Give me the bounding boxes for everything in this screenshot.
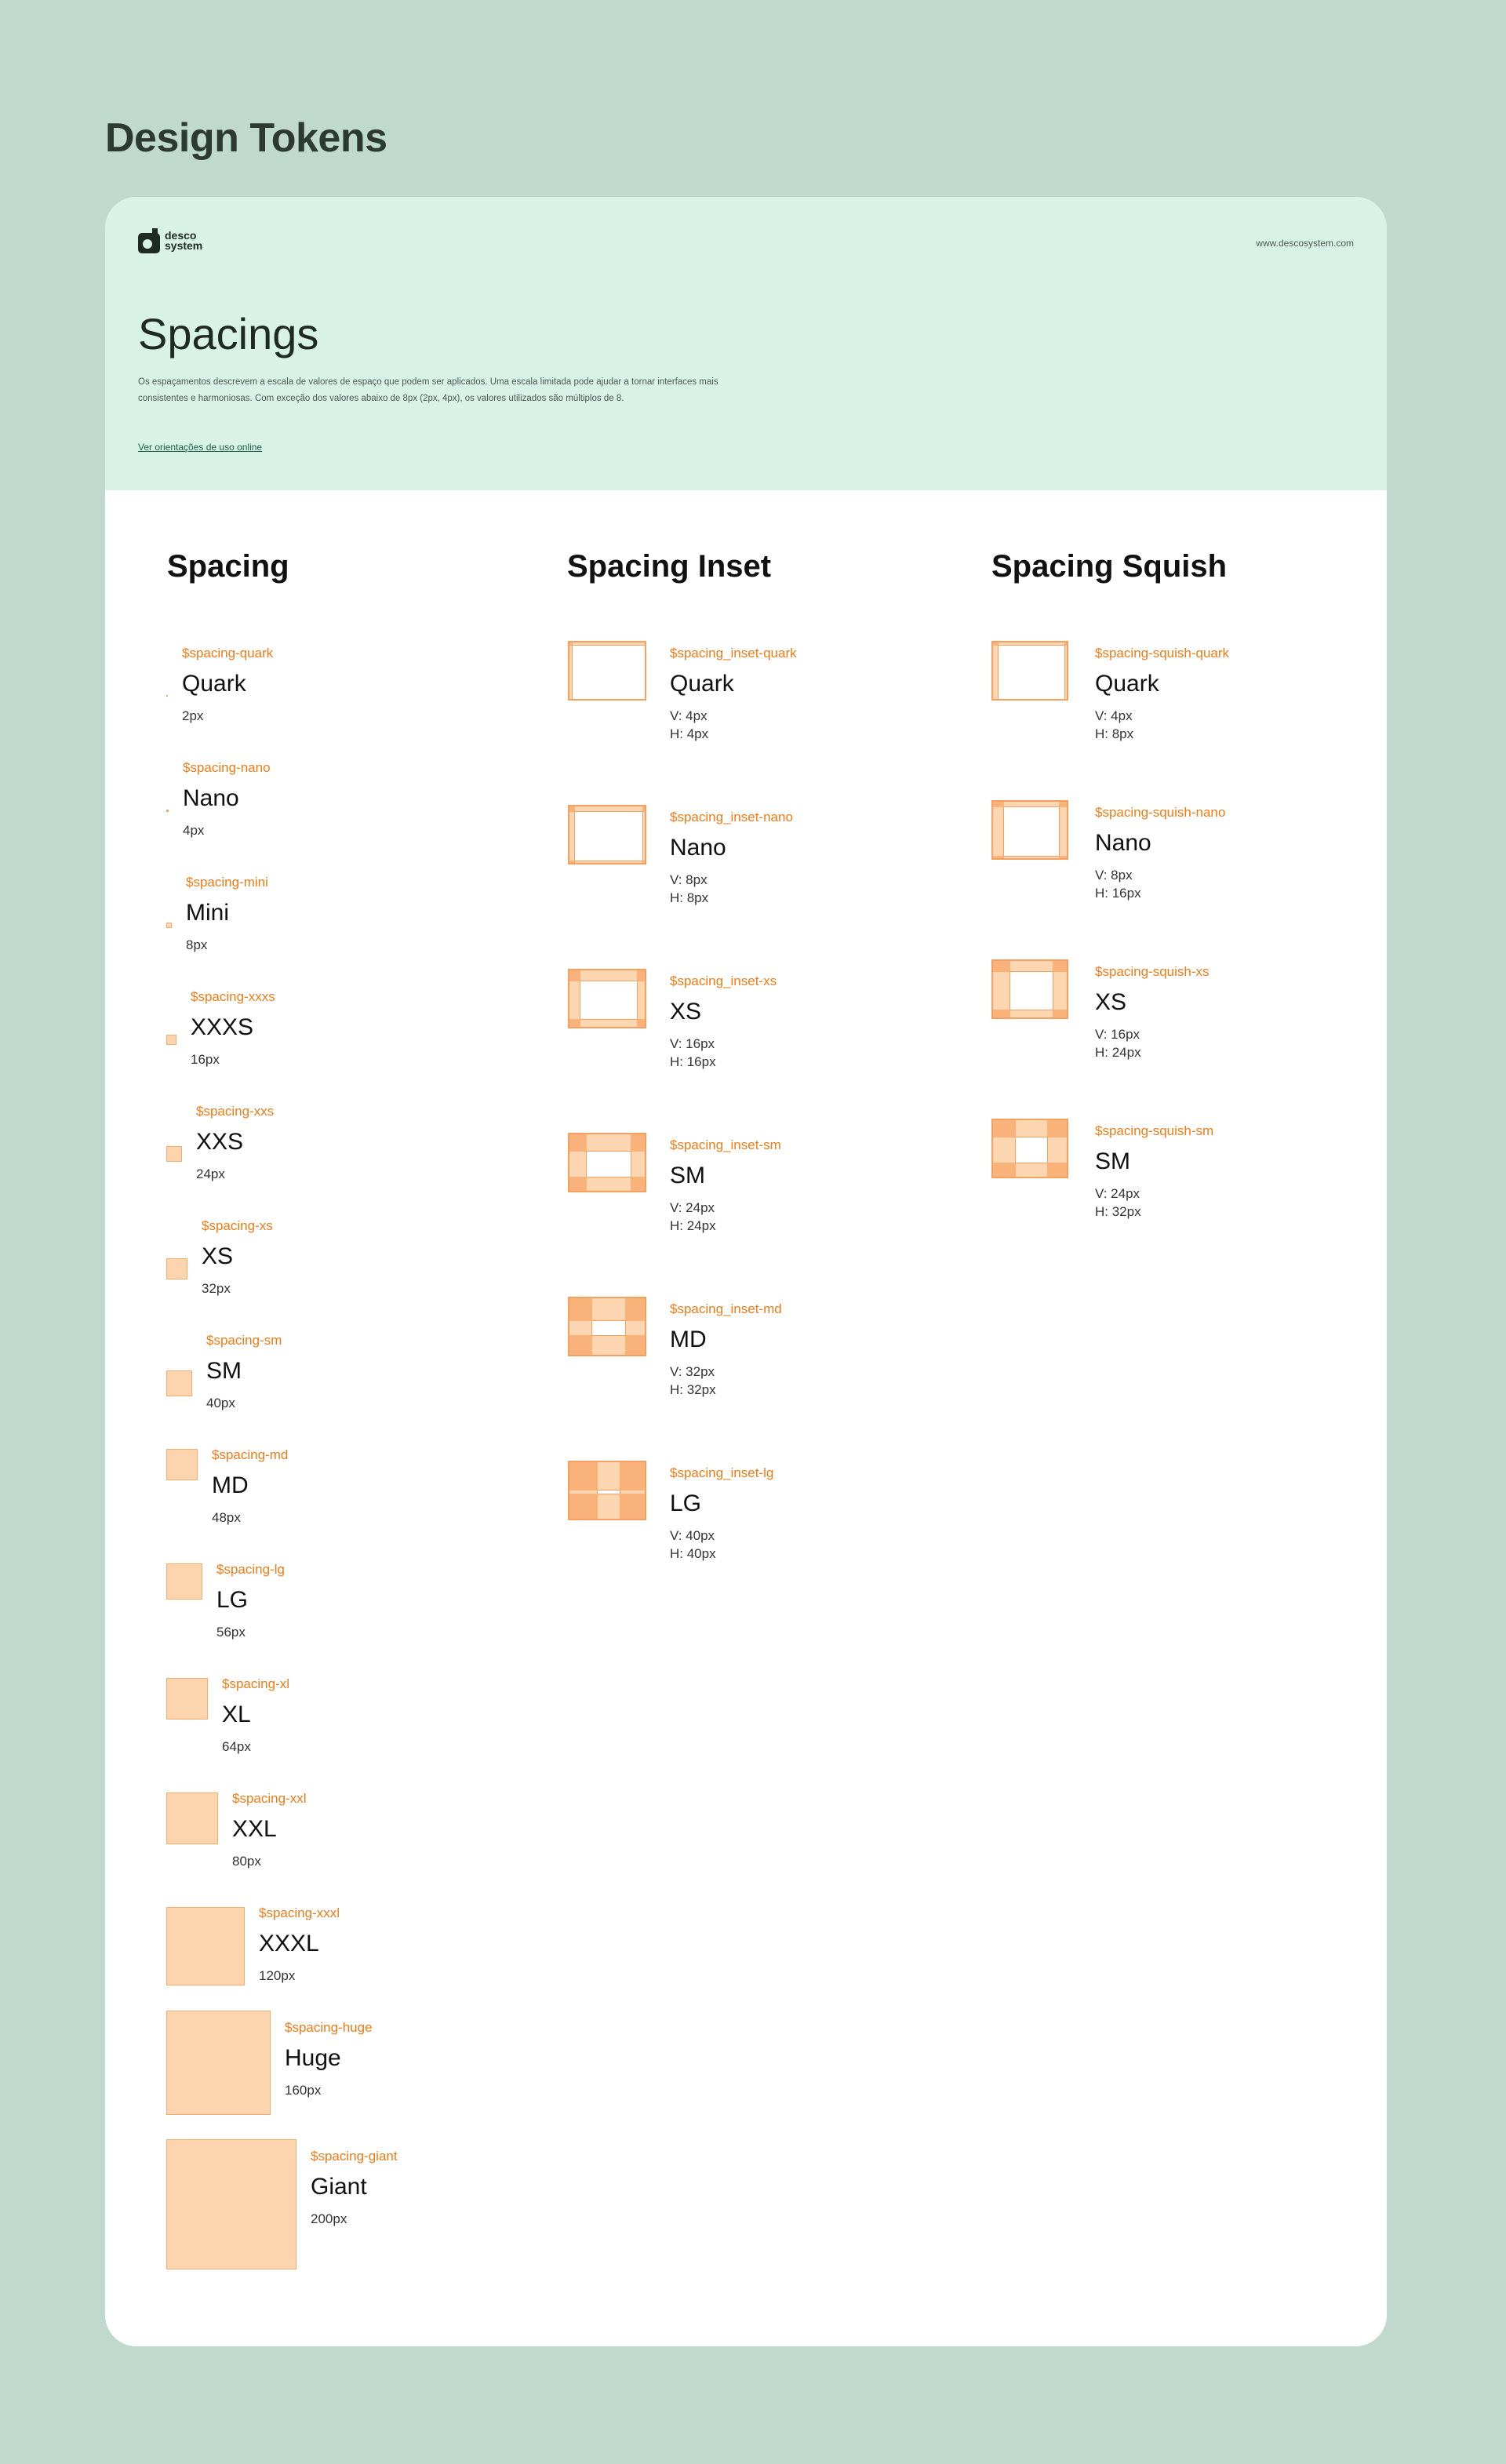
token-horizontal: H: 32px [670, 1382, 716, 1397]
right-band [1059, 802, 1068, 860]
token-value: 40px [206, 1396, 235, 1410]
corner-cell [569, 699, 573, 701]
spacing-swatch [166, 2139, 296, 2269]
spacing-token [186, 872, 268, 955]
logo-d-icon [138, 228, 160, 253]
corner-cell [637, 1019, 646, 1028]
token-vertical: V: 16px [1095, 1027, 1140, 1042]
inset-column-title: Spacing Inset [567, 549, 772, 584]
token-label: XL [222, 1702, 251, 1727]
token-value: 4px [183, 823, 205, 838]
token-horizontal: H: 4px [670, 726, 709, 741]
token-label: LG [216, 1587, 249, 1613]
corner-cell [625, 1298, 646, 1321]
logo-word-2: system [165, 239, 203, 252]
corner-cell [569, 1335, 592, 1356]
corner-cell [1047, 1120, 1068, 1137]
inset-frame [568, 805, 646, 864]
token-label: Mini [186, 900, 230, 926]
spacing-swatch [166, 695, 168, 697]
token-label: Quark [1095, 671, 1159, 697]
token-label: Huge [285, 2045, 341, 2071]
squish-frame [991, 959, 1068, 1019]
bottom-band [569, 699, 646, 701]
squish-token [1095, 802, 1225, 902]
token-vertical: V: 8px [1095, 868, 1133, 883]
token-horizontal: H: 16px [670, 1054, 716, 1069]
token-label: MD [670, 1327, 707, 1352]
token-label: Nano [670, 835, 726, 861]
corner-cell [1053, 961, 1068, 972]
section-title: Spacings [138, 309, 319, 358]
spacing-swatch [166, 1449, 198, 1480]
inset-frame [568, 1297, 646, 1356]
token-vertical: V: 16px [670, 1036, 715, 1051]
token-label: Quark [182, 671, 246, 697]
content-area [591, 1320, 626, 1336]
token-value: 200px [311, 2211, 347, 2226]
token-value: 32px [202, 1281, 231, 1296]
content-area [998, 645, 1065, 700]
spacing-token [311, 2146, 398, 2229]
token-horizontal: H: 40px [670, 1546, 716, 1561]
inset-frame [568, 1461, 646, 1520]
spacing-swatch [166, 1035, 176, 1045]
token-label: Nano [1095, 830, 1151, 856]
content-area [572, 645, 646, 700]
top-band [569, 970, 646, 981]
token-vertical: V: 4px [1095, 708, 1133, 723]
squish-token [1095, 1120, 1213, 1221]
spacing-swatch [166, 1370, 192, 1396]
content-area [574, 811, 643, 861]
inset-frame [568, 641, 646, 701]
token-value: 8px [186, 937, 208, 952]
corner-cell [637, 970, 646, 981]
corner-cell [1047, 1163, 1068, 1178]
token-value: 16px [191, 1052, 220, 1067]
spacing-token [206, 1330, 282, 1413]
token-vertical: V: 32px [670, 1364, 715, 1379]
token-horizontal: H: 8px [670, 890, 709, 905]
token-label: Giant [311, 2174, 367, 2200]
bottom-band [993, 699, 1068, 701]
token-name: $spacing-giant [311, 2149, 398, 2164]
token-vertical: V: 40px [670, 1528, 715, 1543]
inset-frame [568, 1133, 646, 1192]
token-label: XXS [196, 1129, 244, 1155]
token-label: SM [670, 1163, 705, 1188]
token-label: SM [1095, 1148, 1130, 1174]
squish-frame [991, 1119, 1068, 1178]
bottom-band [569, 1019, 646, 1028]
squish-frame [991, 800, 1068, 860]
corner-cell [625, 1335, 646, 1356]
right-band [645, 642, 646, 701]
token-vertical: V: 24px [1095, 1186, 1140, 1201]
token-label: XS [202, 1243, 234, 1269]
corner-cell [620, 1494, 646, 1520]
spacing-swatch [166, 923, 172, 928]
token-value: 2px [182, 708, 204, 723]
token-label: SM [206, 1358, 242, 1384]
spacing-swatch [166, 1792, 218, 1844]
token-name: $spacing_inset-nano [670, 810, 793, 824]
token-name: $spacing_inset-xs [670, 974, 777, 988]
corner-cell [569, 1462, 598, 1490]
token-name: $spacing-xxl [232, 1791, 307, 1806]
token-name: $spacing-quark [182, 646, 274, 661]
token-horizontal: H: 8px [1095, 726, 1134, 741]
spacing-swatch [166, 810, 169, 812]
spacing-swatch [166, 2011, 271, 2115]
corner-cell [569, 1298, 592, 1321]
token-label: XS [670, 999, 702, 1025]
corner-cell [993, 699, 999, 701]
spacing-token [183, 757, 271, 840]
inset-token [670, 970, 777, 1071]
site-url: www.descosystem.com [1256, 238, 1354, 249]
token-label: XXL [232, 1816, 277, 1842]
section-description: Os espaçamentos descrevem a escala de valores de espaço que podem ser aplicados. Uma escala limitada pode ajudar a tornar interfaces mais consistentes e harmoniosas. Com exceção dos valores abaixo de 8px (2px, 4px), os valores utilizados são múltiplos de 8. [138, 377, 718, 403]
token-value: 120px [259, 1968, 296, 1983]
spacing-swatch [166, 1563, 202, 1600]
token-name: $spacing_inset-lg [670, 1465, 774, 1480]
inset-token [670, 1298, 782, 1399]
spacing-token [196, 1101, 274, 1184]
usage-guidelines-link[interactable]: Ver orientações de uso online [138, 442, 263, 453]
token-label: Quark [670, 671, 734, 697]
spacing-token [216, 1559, 285, 1642]
corner-cell [569, 1019, 580, 1028]
token-label: XXXL [259, 1931, 319, 1956]
token-name: $spacing-squish-quark [1095, 646, 1230, 661]
corner-cell [569, 1134, 587, 1152]
token-name: $spacing_inset-md [670, 1301, 782, 1316]
token-horizontal: H: 24px [670, 1218, 716, 1233]
spacing-swatch [166, 1678, 208, 1720]
corner-cell [631, 1177, 646, 1192]
corner-cell [993, 1163, 1016, 1178]
inset-token [670, 806, 793, 907]
token-name: $spacing-lg [216, 1562, 285, 1577]
token-vertical: V: 4px [670, 708, 708, 723]
inset-token [670, 1134, 781, 1235]
content-area [1003, 806, 1060, 857]
spacing-column-title: Spacing [167, 549, 289, 584]
content-area [1009, 971, 1053, 1010]
corner-cell [993, 856, 1004, 860]
token-value: 24px [196, 1166, 225, 1181]
spacing-swatch [166, 1907, 245, 1985]
squish-token [1095, 961, 1210, 1061]
spacing-token [285, 2017, 373, 2100]
token-name: $spacing-squish-sm [1095, 1123, 1214, 1138]
token-name: $spacing_inset-quark [670, 646, 797, 661]
corner-cell [1053, 1010, 1068, 1019]
token-value: 160px [285, 2083, 322, 2098]
token-horizontal: H: 32px [1095, 1204, 1141, 1219]
token-name: $spacing-xxxs [191, 989, 275, 1004]
token-name: $spacing-nano [183, 760, 271, 775]
spacing-token [222, 1673, 289, 1756]
token-name: $spacing-mini [186, 875, 268, 890]
corner-cell [631, 1134, 646, 1152]
token-name: $spacing-xxs [196, 1104, 275, 1119]
inset-token [670, 1462, 773, 1563]
corner-cell [993, 961, 1010, 972]
token-label: LG [670, 1490, 702, 1516]
spacing-token [259, 1902, 340, 1985]
inset-frame [568, 969, 646, 1028]
logo-wordmark [165, 231, 220, 251]
corner-cell [645, 642, 646, 646]
corner-cell [569, 1177, 587, 1192]
spacing-swatch [166, 1258, 187, 1279]
token-name: $spacing-xl [222, 1676, 289, 1691]
token-label: XXXS [191, 1014, 254, 1040]
content-area [1015, 1137, 1048, 1163]
token-name: $spacing-squish-nano [1095, 805, 1226, 820]
corner-cell [569, 970, 580, 981]
token-name: $spacing-huge [285, 2020, 373, 2035]
token-value: 56px [216, 1625, 246, 1640]
corner-cell [1064, 699, 1068, 701]
token-label: MD [212, 1472, 249, 1498]
token-horizontal: H: 16px [1095, 886, 1141, 901]
spacing-token [182, 642, 273, 726]
hero-section [105, 197, 1387, 490]
content-area [597, 1490, 620, 1494]
corner-cell [620, 1462, 646, 1490]
spacing-token [191, 986, 275, 1069]
logo-word-1: desco [165, 229, 197, 242]
corner-cell [1059, 856, 1068, 860]
token-label: XS [1095, 989, 1127, 1015]
token-label: Nano [183, 785, 239, 811]
spacing-token [232, 1788, 307, 1871]
token-value: 64px [222, 1739, 251, 1754]
content-area [586, 1151, 631, 1177]
page-heading: Design Tokens [105, 115, 387, 161]
token-value: 80px [232, 1854, 261, 1869]
token-name: $spacing-xs [202, 1218, 273, 1233]
corner-cell [569, 1494, 598, 1520]
corner-cell [993, 802, 1004, 807]
corner-cell [993, 1120, 1016, 1137]
token-name: $spacing-squish-xs [1095, 964, 1210, 979]
squish-token [1095, 642, 1229, 743]
content-area [580, 981, 638, 1020]
left-band [993, 802, 1004, 860]
corner-cell [645, 699, 646, 701]
spacing-token [212, 1444, 288, 1527]
token-name: $spacing_inset-sm [670, 1137, 781, 1152]
squish-column-title: Spacing Squish [991, 549, 1228, 584]
token-name: $spacing-xxxl [259, 1905, 340, 1920]
spacing-swatch [166, 1146, 182, 1162]
token-value: 48px [212, 1510, 241, 1525]
inset-token [670, 642, 797, 743]
corner-cell [1059, 802, 1068, 807]
token-name: $spacing-md [212, 1447, 289, 1462]
squish-frame [991, 641, 1068, 701]
token-name: $spacing-sm [206, 1333, 282, 1348]
spacings-card [105, 197, 1387, 2346]
brand-logo[interactable] [138, 228, 220, 253]
token-horizontal: H: 24px [1095, 1045, 1141, 1060]
token-vertical: V: 8px [670, 872, 708, 887]
token-vertical: V: 24px [670, 1200, 715, 1215]
corner-cell [993, 1010, 1010, 1019]
spacing-token [202, 1215, 273, 1298]
